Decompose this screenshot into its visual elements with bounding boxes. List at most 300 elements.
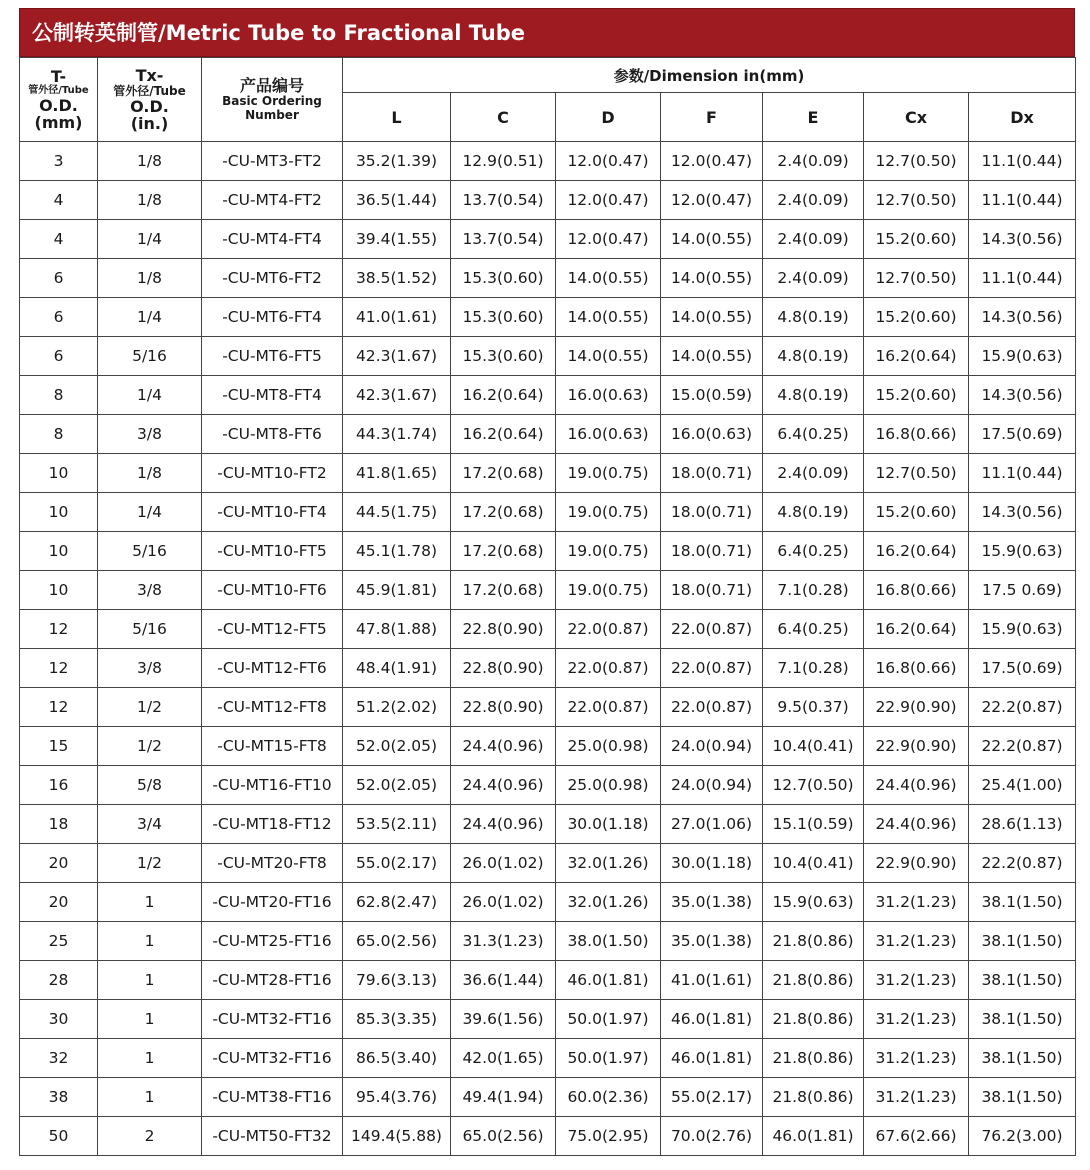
- cell-d: 12.0(0.47): [556, 142, 661, 181]
- cell-l: 51.2(2.02): [343, 688, 451, 727]
- cell-ordering-number: -CU-MT4-FT2: [202, 181, 343, 220]
- cell-dx: 38.1(1.50): [969, 961, 1076, 1000]
- header-t-od: T- 管外径/Tube O.D. (mm): [20, 58, 98, 142]
- cell-e: 4.8(0.19): [763, 337, 864, 376]
- cell-l: 38.5(1.52): [343, 259, 451, 298]
- cell-l: 52.0(2.05): [343, 727, 451, 766]
- cell-l: 36.5(1.44): [343, 181, 451, 220]
- cell-dx: 14.3(0.56): [969, 298, 1076, 337]
- cell-c: 13.7(0.54): [451, 181, 556, 220]
- table-row: [20, 493, 1076, 532]
- cell-cx: 15.2(0.60): [864, 493, 969, 532]
- cell-c: 42.0(1.65): [451, 1039, 556, 1078]
- cell-ordering-number: -CU-MT20-FT8: [202, 844, 343, 883]
- cell-ordering-number: -CU-MT12-FT5: [202, 610, 343, 649]
- cell-e: 21.8(0.86): [763, 1000, 864, 1039]
- cell-tx-od: 2: [98, 1117, 202, 1156]
- cell-dx: 38.1(1.50): [969, 1000, 1076, 1039]
- table-row: [20, 961, 1076, 1000]
- cell-ordering-number: -CU-MT6-FT5: [202, 337, 343, 376]
- cell-cx: 12.7(0.50): [864, 259, 969, 298]
- cell-d: 25.0(0.98): [556, 766, 661, 805]
- cell-d: 14.0(0.55): [556, 259, 661, 298]
- cell-cx: 31.2(1.23): [864, 1039, 969, 1078]
- cell-cx: 12.7(0.50): [864, 181, 969, 220]
- cell-c: 31.3(1.23): [451, 922, 556, 961]
- cell-dx: 15.9(0.63): [969, 610, 1076, 649]
- table-row: [20, 376, 1076, 415]
- cell-t-od: 18: [20, 805, 98, 844]
- cell-e: 21.8(0.86): [763, 1078, 864, 1117]
- table-row: [20, 532, 1076, 571]
- header-tx-od: Tx- 管外径/Tube O.D. (in.): [98, 58, 202, 142]
- cell-l: 85.3(3.35): [343, 1000, 451, 1039]
- cell-f: 18.0(0.71): [661, 454, 763, 493]
- cell-tx-od: 1: [98, 961, 202, 1000]
- cell-f: 24.0(0.94): [661, 727, 763, 766]
- cell-ordering-number: -CU-MT28-FT16: [202, 961, 343, 1000]
- table-body: [20, 142, 1076, 1156]
- cell-dx: 11.1(0.44): [969, 454, 1076, 493]
- cell-t-od: 38: [20, 1078, 98, 1117]
- cell-c: 12.9(0.51): [451, 142, 556, 181]
- cell-e: 2.4(0.09): [763, 220, 864, 259]
- cell-t-od: 6: [20, 298, 98, 337]
- cell-t-od: 10: [20, 454, 98, 493]
- table-row: [20, 922, 1076, 961]
- cell-cx: 15.2(0.60): [864, 220, 969, 259]
- cell-e: 21.8(0.86): [763, 922, 864, 961]
- cell-c: 16.2(0.64): [451, 376, 556, 415]
- cell-d: 25.0(0.98): [556, 727, 661, 766]
- cell-ordering-number: -CU-MT50-FT32: [202, 1117, 343, 1156]
- cell-f: 35.0(1.38): [661, 883, 763, 922]
- table-row: [20, 1117, 1076, 1156]
- cell-cx: 24.4(0.96): [864, 805, 969, 844]
- cell-l: 44.3(1.74): [343, 415, 451, 454]
- cell-l: 45.1(1.78): [343, 532, 451, 571]
- cell-d: 19.0(0.75): [556, 493, 661, 532]
- cell-d: 19.0(0.75): [556, 532, 661, 571]
- cell-tx-od: 1/2: [98, 844, 202, 883]
- table-title: 公制转英制管/Metric Tube to Fractional Tube: [19, 8, 1075, 57]
- cell-t-od: 12: [20, 649, 98, 688]
- cell-f: 14.0(0.55): [661, 259, 763, 298]
- cell-dx: 28.6(1.13): [969, 805, 1076, 844]
- cell-t-od: 6: [20, 337, 98, 376]
- table-row: [20, 220, 1076, 259]
- cell-f: 70.0(2.76): [661, 1117, 763, 1156]
- cell-c: 16.2(0.64): [451, 415, 556, 454]
- cell-d: 16.0(0.63): [556, 415, 661, 454]
- cell-f: 18.0(0.71): [661, 493, 763, 532]
- cell-f: 30.0(1.18): [661, 844, 763, 883]
- cell-f: 27.0(1.06): [661, 805, 763, 844]
- cell-tx-od: 5/16: [98, 610, 202, 649]
- cell-d: 22.0(0.87): [556, 688, 661, 727]
- header-ordering-number: 产品编号 Basic Ordering Number: [202, 58, 343, 142]
- cell-c: 26.0(1.02): [451, 883, 556, 922]
- cell-tx-od: 5/8: [98, 766, 202, 805]
- cell-e: 10.4(0.41): [763, 844, 864, 883]
- header-d: D: [556, 93, 661, 142]
- cell-cx: 22.9(0.90): [864, 688, 969, 727]
- table-row: [20, 610, 1076, 649]
- cell-tx-od: 1/2: [98, 727, 202, 766]
- cell-dx: 17.5(0.69): [969, 649, 1076, 688]
- cell-f: 46.0(1.81): [661, 1000, 763, 1039]
- cell-t-od: 32: [20, 1039, 98, 1078]
- cell-t-od: 4: [20, 181, 98, 220]
- cell-f: 18.0(0.71): [661, 571, 763, 610]
- table-row: [20, 454, 1076, 493]
- cell-e: 21.8(0.86): [763, 1039, 864, 1078]
- cell-t-od: 6: [20, 259, 98, 298]
- cell-cx: 16.8(0.66): [864, 649, 969, 688]
- cell-t-od: 15: [20, 727, 98, 766]
- cell-l: 44.5(1.75): [343, 493, 451, 532]
- cell-t-od: 8: [20, 415, 98, 454]
- cell-ordering-number: -CU-MT12-FT6: [202, 649, 343, 688]
- cell-ordering-number: -CU-MT15-FT8: [202, 727, 343, 766]
- cell-f: 22.0(0.87): [661, 610, 763, 649]
- cell-c: 26.0(1.02): [451, 844, 556, 883]
- table-row: [20, 883, 1076, 922]
- cell-tx-od: 1: [98, 1039, 202, 1078]
- cell-dx: 38.1(1.50): [969, 1039, 1076, 1078]
- table-row: [20, 1039, 1076, 1078]
- cell-t-od: 12: [20, 610, 98, 649]
- cell-d: 32.0(1.26): [556, 883, 661, 922]
- cell-cx: 16.2(0.64): [864, 337, 969, 376]
- cell-t-od: 8: [20, 376, 98, 415]
- cell-c: 15.3(0.60): [451, 337, 556, 376]
- cell-dx: 17.5 0.69): [969, 571, 1076, 610]
- cell-l: 39.4(1.55): [343, 220, 451, 259]
- cell-e: 46.0(1.81): [763, 1117, 864, 1156]
- cell-ordering-number: -CU-MT10-FT2: [202, 454, 343, 493]
- cell-dx: 25.4(1.00): [969, 766, 1076, 805]
- cell-l: 86.5(3.40): [343, 1039, 451, 1078]
- cell-c: 17.2(0.68): [451, 532, 556, 571]
- cell-f: 22.0(0.87): [661, 649, 763, 688]
- cell-cx: 31.2(1.23): [864, 922, 969, 961]
- cell-cx: 22.9(0.90): [864, 727, 969, 766]
- cell-t-od: 20: [20, 844, 98, 883]
- cell-t-od: 10: [20, 493, 98, 532]
- cell-cx: 31.2(1.23): [864, 1078, 969, 1117]
- cell-t-od: 10: [20, 532, 98, 571]
- cell-cx: 31.2(1.23): [864, 883, 969, 922]
- cell-c: 13.7(0.54): [451, 220, 556, 259]
- cell-d: 30.0(1.18): [556, 805, 661, 844]
- cell-dx: 38.1(1.50): [969, 922, 1076, 961]
- cell-dx: 15.9(0.63): [969, 532, 1076, 571]
- cell-dx: 38.1(1.50): [969, 883, 1076, 922]
- cell-ordering-number: -CU-MT8-FT4: [202, 376, 343, 415]
- cell-e: 4.8(0.19): [763, 298, 864, 337]
- cell-c: 17.2(0.68): [451, 493, 556, 532]
- cell-f: 18.0(0.71): [661, 532, 763, 571]
- cell-e: 6.4(0.25): [763, 415, 864, 454]
- cell-e: 9.5(0.37): [763, 688, 864, 727]
- cell-f: 16.0(0.63): [661, 415, 763, 454]
- cell-dx: 22.2(0.87): [969, 727, 1076, 766]
- cell-t-od: 10: [20, 571, 98, 610]
- cell-ordering-number: -CU-MT10-FT5: [202, 532, 343, 571]
- cell-t-od: 50: [20, 1117, 98, 1156]
- header-l: L: [343, 93, 451, 142]
- cell-t-od: 4: [20, 220, 98, 259]
- cell-e: 2.4(0.09): [763, 259, 864, 298]
- cell-c: 17.2(0.68): [451, 454, 556, 493]
- cell-dx: 11.1(0.44): [969, 142, 1076, 181]
- cell-l: 42.3(1.67): [343, 376, 451, 415]
- cell-e: 2.4(0.09): [763, 181, 864, 220]
- cell-c: 36.6(1.44): [451, 961, 556, 1000]
- cell-dx: 15.9(0.63): [969, 337, 1076, 376]
- cell-l: 35.2(1.39): [343, 142, 451, 181]
- cell-tx-od: 1/8: [98, 142, 202, 181]
- cell-c: 22.8(0.90): [451, 649, 556, 688]
- cell-e: 2.4(0.09): [763, 454, 864, 493]
- cell-t-od: 16: [20, 766, 98, 805]
- cell-tx-od: 1/8: [98, 454, 202, 493]
- header-f: F: [661, 93, 763, 142]
- table-row: [20, 571, 1076, 610]
- cell-ordering-number: -CU-MT10-FT4: [202, 493, 343, 532]
- table-row: [20, 805, 1076, 844]
- table-row: [20, 844, 1076, 883]
- cell-c: 24.4(0.96): [451, 727, 556, 766]
- cell-d: 19.0(0.75): [556, 571, 661, 610]
- cell-c: 39.6(1.56): [451, 1000, 556, 1039]
- cell-dx: 17.5(0.69): [969, 415, 1076, 454]
- cell-cx: 31.2(1.23): [864, 1000, 969, 1039]
- cell-d: 22.0(0.87): [556, 649, 661, 688]
- cell-t-od: 3: [20, 142, 98, 181]
- cell-ordering-number: -CU-MT16-FT10: [202, 766, 343, 805]
- cell-ordering-number: -CU-MT3-FT2: [202, 142, 343, 181]
- cell-cx: 22.9(0.90): [864, 844, 969, 883]
- cell-ordering-number: -CU-MT18-FT12: [202, 805, 343, 844]
- table-row: [20, 727, 1076, 766]
- cell-cx: 16.8(0.66): [864, 415, 969, 454]
- cell-e: 7.1(0.28): [763, 571, 864, 610]
- cell-d: 22.0(0.87): [556, 610, 661, 649]
- cell-dx: 14.3(0.56): [969, 220, 1076, 259]
- cell-f: 12.0(0.47): [661, 142, 763, 181]
- cell-t-od: 28: [20, 961, 98, 1000]
- cell-ordering-number: -CU-MT10-FT6: [202, 571, 343, 610]
- cell-tx-od: 1: [98, 883, 202, 922]
- cell-dx: 11.1(0.44): [969, 181, 1076, 220]
- cell-c: 15.3(0.60): [451, 298, 556, 337]
- cell-c: 24.4(0.96): [451, 766, 556, 805]
- cell-l: 53.5(2.11): [343, 805, 451, 844]
- header-dx: Dx: [969, 93, 1076, 142]
- cell-tx-od: 1/8: [98, 259, 202, 298]
- cell-tx-od: 1: [98, 922, 202, 961]
- cell-cx: 15.2(0.60): [864, 298, 969, 337]
- cell-f: 24.0(0.94): [661, 766, 763, 805]
- cell-ordering-number: -CU-MT12-FT8: [202, 688, 343, 727]
- cell-d: 14.0(0.55): [556, 337, 661, 376]
- table-row: [20, 298, 1076, 337]
- table-row: [20, 1000, 1076, 1039]
- cell-cx: 24.4(0.96): [864, 766, 969, 805]
- table-row: [20, 766, 1076, 805]
- cell-l: 52.0(2.05): [343, 766, 451, 805]
- cell-tx-od: 1/4: [98, 220, 202, 259]
- cell-c: 24.4(0.96): [451, 805, 556, 844]
- cell-dx: 22.2(0.87): [969, 844, 1076, 883]
- cell-t-od: 25: [20, 922, 98, 961]
- spec-table: [19, 57, 1076, 1156]
- cell-dx: 38.1(1.50): [969, 1078, 1076, 1117]
- cell-l: 47.8(1.88): [343, 610, 451, 649]
- table-row: [20, 649, 1076, 688]
- cell-f: 14.0(0.55): [661, 220, 763, 259]
- cell-e: 15.1(0.59): [763, 805, 864, 844]
- cell-dx: 76.2(3.00): [969, 1117, 1076, 1156]
- cell-t-od: 30: [20, 1000, 98, 1039]
- cell-d: 32.0(1.26): [556, 844, 661, 883]
- cell-tx-od: 3/8: [98, 649, 202, 688]
- cell-ordering-number: -CU-MT20-FT16: [202, 883, 343, 922]
- cell-cx: 15.2(0.60): [864, 376, 969, 415]
- cell-cx: 12.7(0.50): [864, 142, 969, 181]
- cell-e: 6.4(0.25): [763, 532, 864, 571]
- header-dimension: 参数/Dimension in(mm): [343, 58, 1076, 93]
- cell-t-od: 12: [20, 688, 98, 727]
- cell-l: 62.8(2.47): [343, 883, 451, 922]
- cell-tx-od: 5/16: [98, 532, 202, 571]
- cell-f: 55.0(2.17): [661, 1078, 763, 1117]
- cell-tx-od: 1/4: [98, 493, 202, 532]
- cell-ordering-number: -CU-MT6-FT2: [202, 259, 343, 298]
- cell-cx: 16.2(0.64): [864, 610, 969, 649]
- cell-ordering-number: -CU-MT4-FT4: [202, 220, 343, 259]
- cell-d: 50.0(1.97): [556, 1039, 661, 1078]
- cell-l: 149.4(5.88): [343, 1117, 451, 1156]
- cell-e: 21.8(0.86): [763, 961, 864, 1000]
- cell-tx-od: 1/4: [98, 376, 202, 415]
- cell-l: 55.0(2.17): [343, 844, 451, 883]
- cell-d: 16.0(0.63): [556, 376, 661, 415]
- cell-c: 22.8(0.90): [451, 688, 556, 727]
- cell-f: 14.0(0.55): [661, 298, 763, 337]
- cell-tx-od: 5/16: [98, 337, 202, 376]
- cell-dx: 14.3(0.56): [969, 376, 1076, 415]
- header-c: C: [451, 93, 556, 142]
- header-cx: Cx: [864, 93, 969, 142]
- spec-table-container: [19, 8, 1075, 1156]
- cell-cx: 31.2(1.23): [864, 961, 969, 1000]
- cell-dx: 14.3(0.56): [969, 493, 1076, 532]
- cell-d: 12.0(0.47): [556, 220, 661, 259]
- cell-cx: 16.8(0.66): [864, 571, 969, 610]
- cell-l: 41.0(1.61): [343, 298, 451, 337]
- cell-ordering-number: -CU-MT32-FT16: [202, 1039, 343, 1078]
- cell-ordering-number: -CU-MT25-FT16: [202, 922, 343, 961]
- cell-tx-od: 1/8: [98, 181, 202, 220]
- table-row: [20, 181, 1076, 220]
- cell-f: 22.0(0.87): [661, 688, 763, 727]
- cell-ordering-number: -CU-MT32-FT16: [202, 1000, 343, 1039]
- cell-dx: 22.2(0.87): [969, 688, 1076, 727]
- cell-e: 4.8(0.19): [763, 376, 864, 415]
- cell-f: 46.0(1.81): [661, 1039, 763, 1078]
- cell-d: 19.0(0.75): [556, 454, 661, 493]
- cell-l: 45.9(1.81): [343, 571, 451, 610]
- cell-d: 14.0(0.55): [556, 298, 661, 337]
- cell-c: 15.3(0.60): [451, 259, 556, 298]
- cell-f: 35.0(1.38): [661, 922, 763, 961]
- cell-c: 22.8(0.90): [451, 610, 556, 649]
- cell-d: 38.0(1.50): [556, 922, 661, 961]
- cell-d: 12.0(0.47): [556, 181, 661, 220]
- cell-tx-od: 1: [98, 1000, 202, 1039]
- cell-cx: 67.6(2.66): [864, 1117, 969, 1156]
- cell-dx: 11.1(0.44): [969, 259, 1076, 298]
- table-row: [20, 1078, 1076, 1117]
- cell-d: 46.0(1.81): [556, 961, 661, 1000]
- cell-d: 60.0(2.36): [556, 1078, 661, 1117]
- cell-tx-od: 1/2: [98, 688, 202, 727]
- cell-l: 65.0(2.56): [343, 922, 451, 961]
- cell-e: 4.8(0.19): [763, 493, 864, 532]
- cell-c: 65.0(2.56): [451, 1117, 556, 1156]
- table-row: [20, 688, 1076, 727]
- cell-c: 49.4(1.94): [451, 1078, 556, 1117]
- cell-l: 42.3(1.67): [343, 337, 451, 376]
- cell-tx-od: 3/8: [98, 415, 202, 454]
- cell-cx: 16.2(0.64): [864, 532, 969, 571]
- table-row: [20, 337, 1076, 376]
- cell-f: 15.0(0.59): [661, 376, 763, 415]
- table-row: [20, 415, 1076, 454]
- cell-tx-od: 3/8: [98, 571, 202, 610]
- cell-d: 50.0(1.97): [556, 1000, 661, 1039]
- table-row: [20, 259, 1076, 298]
- cell-l: 95.4(3.76): [343, 1078, 451, 1117]
- cell-e: 15.9(0.63): [763, 883, 864, 922]
- cell-l: 79.6(3.13): [343, 961, 451, 1000]
- cell-t-od: 20: [20, 883, 98, 922]
- cell-e: 2.4(0.09): [763, 142, 864, 181]
- cell-e: 6.4(0.25): [763, 610, 864, 649]
- cell-e: 7.1(0.28): [763, 649, 864, 688]
- cell-d: 75.0(2.95): [556, 1117, 661, 1156]
- cell-tx-od: 1/4: [98, 298, 202, 337]
- cell-ordering-number: -CU-MT8-FT6: [202, 415, 343, 454]
- cell-e: 10.4(0.41): [763, 727, 864, 766]
- cell-f: 14.0(0.55): [661, 337, 763, 376]
- header-e: E: [763, 93, 864, 142]
- cell-l: 41.8(1.65): [343, 454, 451, 493]
- table-row: [20, 142, 1076, 181]
- cell-e: 12.7(0.50): [763, 766, 864, 805]
- cell-c: 17.2(0.68): [451, 571, 556, 610]
- cell-tx-od: 3/4: [98, 805, 202, 844]
- cell-ordering-number: -CU-MT6-FT4: [202, 298, 343, 337]
- cell-f: 12.0(0.47): [661, 181, 763, 220]
- cell-tx-od: 1: [98, 1078, 202, 1117]
- cell-ordering-number: -CU-MT38-FT16: [202, 1078, 343, 1117]
- cell-f: 41.0(1.61): [661, 961, 763, 1000]
- cell-cx: 12.7(0.50): [864, 454, 969, 493]
